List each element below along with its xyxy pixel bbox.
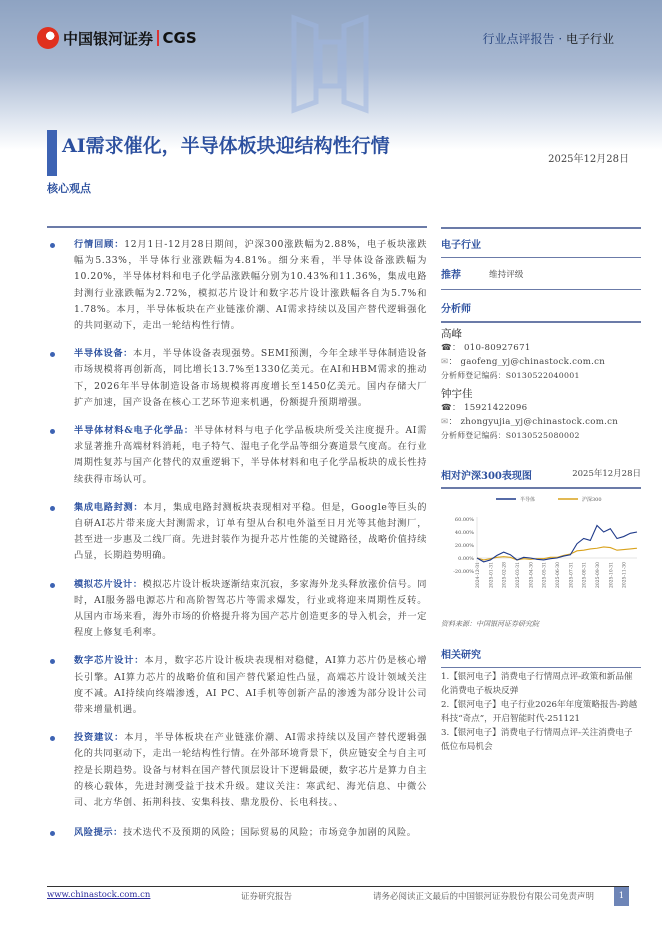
bullet-heading: 投资建议：	[74, 732, 125, 744]
page-title: AI需求催化，半导体板块迎结构性行情	[62, 135, 390, 157]
website-link[interactable]: www.chinastock.com.cn	[47, 890, 151, 900]
analyst-card: 高峰 ☎： 010-80927671 ✉： gaofeng_yj@chinastock.com.cn 分析师登记编码：S0130522040001	[441, 326, 641, 383]
related-research-heading: 相关研究	[441, 650, 481, 661]
footer-label: 证券研究报告	[241, 892, 293, 902]
rating-row	[441, 258, 641, 289]
brand-logo	[37, 27, 197, 49]
bullet-digital	[47, 653, 427, 718]
analyst-name: 钟宇佳	[441, 388, 473, 400]
x-tick-label: 2025-07-31	[569, 562, 575, 588]
phone-icon: ☎	[441, 403, 453, 413]
x-tick-label: 2025-06-30	[556, 562, 561, 588]
rating-value: 维持评级	[489, 269, 524, 280]
bullet-heading: 半导体材料&电子化学品：	[74, 425, 194, 437]
bullet-text: 12月1日-12月28日期间，沪深300涨跌幅为2.88%，电子板块涨跌幅为5.33%，半导体行业涨跌幅为4.81%。细分来看，半导体设备涨跌幅为10.20%，半导体材料和电子化学品涨跌幅分别为10.43%和11.36%，集成电路封测行业涨跌幅为2.72%，模拟芯片设计和数字芯片设计涨跌幅各自为5.7%和1.78%。本月，半导体板块在产业链涨价潮、AI需求持续以及国产替代逻辑强化的共同驱动下，走出一轮结构性行情。	[74, 239, 427, 332]
page-number: 1	[614, 887, 629, 906]
page-footer	[47, 886, 629, 902]
bullet-heading: 半导体设备：	[74, 348, 134, 360]
bullet-text: 半导体材料与电子化学品板块所受关注度提升。AI需求显著推升高端材料消耗，电子特气、湿电子化学品等细分赛道景气度高。在行业周期性复苏与国产化替代的双重逻辑下，半导体材料和电子化学品板块的成长性持续获得市场认可。	[74, 425, 427, 485]
x-tick-label: 2025-05-31	[542, 562, 548, 588]
bullet-heading: 模拟芯片设计：	[74, 578, 143, 590]
email-icon: ✉	[441, 417, 449, 427]
industry-label: 电子行业	[565, 32, 614, 46]
footer-disclaimer: 请务必阅读正文最后的中国银河证券股份有限公司免责声明	[373, 892, 595, 902]
bullet-analog	[47, 577, 427, 642]
bullet-packaging	[47, 500, 427, 565]
x-tick-label: 2025-10-31	[609, 562, 615, 588]
bullet-text: 本月，半导体板块在产业链涨价潮、AI需求持续以及国产替代逻辑强化的共同驱动下，走出一轮结构性行情。在外部环境背景下，供应链安全与自主可控是长期趋势。设备与材料在国产替代顶层设计下逻辑最硬，数字芯片是算力自主的核心载体，先进封测受益于技术升级。建议关注：寒武纪、海光信息、中微公司、北方华创、拓荆科技、安集科技、鼎龙股份、长电科技。、	[74, 732, 427, 809]
rating-label: 推荐	[441, 270, 461, 281]
phone-icon: ☎	[441, 343, 453, 353]
bullet-materials	[47, 423, 427, 488]
bullet-investment	[47, 730, 427, 811]
chart-date: 2025年12月28日	[572, 469, 641, 479]
sidebar	[441, 227, 641, 754]
bullet-heading: 行情回顾：	[74, 239, 125, 250]
header-banner	[0, 0, 662, 150]
x-tick-label: 2025-02-28	[502, 562, 508, 588]
x-tick-label: 2025-04-30	[529, 562, 535, 588]
legend-label: 半导体	[520, 497, 536, 503]
related-research-item[interactable]: 2.【银河电子】电子行业2026年年度策略报告-跨越科技“奇点”，开启智能时代-251121	[441, 700, 638, 724]
chart-header	[441, 457, 641, 487]
analyst-phone: 15921422096	[463, 403, 528, 413]
legend-label: 沪深300	[582, 497, 602, 503]
sidebar-industry: 电子行业	[441, 240, 481, 251]
y-tick-label: -20.00%	[453, 569, 474, 575]
title-accent-bar	[47, 130, 57, 176]
core-views-heading: 核心观点	[47, 182, 91, 195]
cgs-logo-icon	[37, 27, 59, 49]
bullet-text: 本月，数字芯片设计板块表现相对稳健，AI算力芯片仍是核心增长引擎。AI算力芯片的战略价值和国产替代紧迫性凸显，高端芯片设计领域关注度不减。AI持续向终端渗透，AI PC、AI手机等创新产品的渗透为部分设计公司带来增量机遇。	[74, 655, 428, 716]
x-tick-label: 2025-03-31	[516, 562, 521, 588]
related-research-item[interactable]: 1.【银河电子】消费电子行情周点评-政策和新品催化消费电子板块反弹	[441, 672, 633, 696]
x-tick-label: 2025-01-31	[489, 562, 495, 588]
report-type-label: 行业点评报告	[482, 32, 555, 46]
related-research-item[interactable]: 3.【银河电子】消费电子行情周点评-关注消费电子低位布局机会	[441, 728, 633, 752]
y-tick-label: 20.00%	[454, 543, 474, 549]
analyst-registration: 分析师登记编码：S0130525080002	[441, 431, 580, 440]
x-tick-label: 2025-09-30	[596, 562, 601, 588]
bullet-text: 技术迭代不及预期的风险；国际贸易的风险；市场竞争加剧的风险。	[122, 827, 417, 839]
logo-divider	[157, 30, 159, 46]
analyst-card: 钟宇佳 ☎： 15921422096 ✉： zhongyujia_yj@chinastock.com.cn 分析师登记编码：S0130525080002	[441, 386, 641, 443]
bullet-text: 本月，半导体设备表现强势。SEMI预测，今年全球半导体制造设备市场规模将再创新高，同比增长13.7%至1330亿美元。在AI和HBM需求的推动下，2026年半导体制造设备市场规模将再度增长至1450亿美元。国内存储大厂扩产加速，国产设备在核心工艺环节迎来机遇，份额提升预期增强。	[74, 348, 427, 408]
bullet-equipment	[47, 346, 427, 411]
separator-dot: ·	[558, 32, 563, 46]
y-tick-label: 40.00%	[454, 530, 474, 536]
analyst-heading: 分析师	[441, 304, 471, 315]
bullet-heading: 风险提示：	[74, 827, 123, 839]
core-views-list	[47, 226, 427, 842]
y-tick-label: 0.00%	[458, 556, 474, 562]
chart-title: 相对沪深300表现图	[441, 471, 532, 482]
bullet-market-review	[47, 237, 427, 334]
bullet-text: 模拟芯片设计板块逐渐结束沉寂，多家海外龙头释放涨价信号。同时，AI服务器电源芯片和高阶智驾芯片等需求爆发，行业或将迎来周期性反转。从国内市场来看，海外市场的价格提升将为国产芯片创造更多的导入机会，并一定程度上修复毛利率。	[74, 578, 427, 639]
report-date: 2025年12月28日	[548, 154, 629, 165]
cgs-watermark-icon	[290, 12, 370, 116]
analyst-registration: 分析师登记编码：S0130522040001	[441, 371, 580, 380]
bullet-text: 本月，集成电路封测板块表现相对平稳。但是，Google等巨头的自研AI芯片带来庞大封测需求，订单有望从台积电外溢至日月光等其他封测厂，甚至进一步惠及二线厂商。先进封装作为提升芯片性能的关键路径，战略价值持续凸显，长期趋势明确。	[74, 501, 428, 562]
related-research-list	[441, 671, 641, 754]
relative-performance-chart	[441, 489, 641, 614]
x-tick-label: 2025-11-30	[622, 562, 628, 588]
analyst-email[interactable]: zhongyujia_yj@chinastock.com.cn	[460, 417, 619, 427]
analyst-phone: 010-80927671	[463, 343, 531, 353]
analyst-name: 高峰	[441, 328, 462, 340]
x-tick-label: 2024-12-31	[476, 562, 481, 588]
email-icon: ✉	[441, 357, 449, 367]
chart-source: 资料来源：中国银河证券研究院	[441, 620, 539, 628]
bullet-risk	[47, 825, 427, 841]
x-tick-label: 2025-08-31	[582, 562, 588, 588]
report-type	[482, 30, 614, 47]
bullet-heading: 集成电路封测：	[74, 501, 144, 513]
analyst-email[interactable]: gaofeng_yj@chinastock.com.cn	[460, 357, 606, 367]
y-tick-label: 60.00%	[454, 517, 474, 523]
brand-name-en: CGS	[162, 29, 197, 47]
bullet-heading: 数字芯片设计：	[74, 655, 145, 667]
brand-name: 中国银河证券	[63, 29, 154, 48]
